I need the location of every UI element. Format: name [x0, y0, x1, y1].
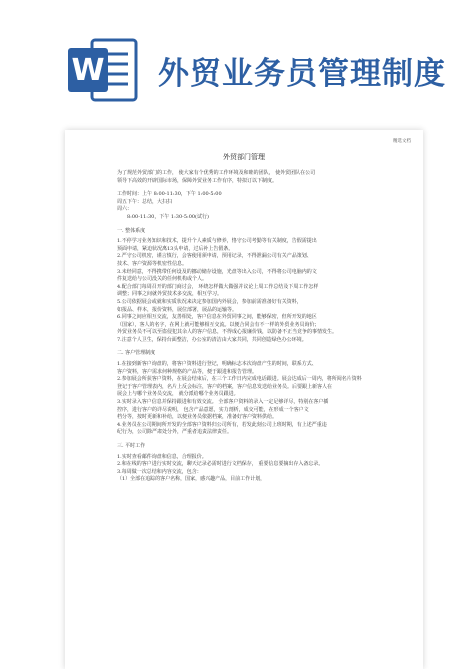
- document-title: 外贸部门管理: [223, 153, 265, 161]
- document-body: [117, 170, 393, 484]
- text-line: 4.业务员在公司期间所开发的全部客户资料归公司所有，若发此刻公司上班时期，有上述严重违: [117, 421, 327, 428]
- text-line: 4.配合部门每周召开的部门商讨会， 环绕怎样做大做强并议论上周工作总结及下周工作怎样: [117, 283, 319, 290]
- text-line: 控序，进行客户的详尽说明， 包含产品意愿，实力剖析，成交可能，在形成一个客户文: [117, 406, 309, 413]
- text-line: 为了规范外贸部门的工作， 使大家有个优秀的工作环境及和睦的团队， 使外贸团队在公司: [117, 170, 316, 176]
- text-line: （1）全部在追踪的客户名称，国家，感兴趣产品，目前工作计划，: [117, 476, 266, 483]
- text-line: 调整；同事之间就外贸技术多交流，相互学习。: [117, 291, 223, 298]
- word-document-icon: [66, 38, 140, 102]
- section-2-list: [117, 361, 393, 437]
- section-title: 一. 整体系度: [117, 227, 146, 234]
- svg-text:W: W: [71, 53, 105, 88]
- text-line: 2.参加展会所获客户资料，在展会结束后，在三个工作日内完成电话跟进。展会达成后一周内，将所阅名片资料: [117, 376, 362, 383]
- text-line: 领导下高效的开辟国际市场，保障外贸业务工作有序，特拟订以下制度。: [117, 177, 278, 184]
- text-line: 8:00-11:30，下午 1:30-5:00(试行): [127, 213, 209, 220]
- text-line: 3.实时录入客户信息并保持跟进和有效交流。 全部客户资料的录入一定足够详尽，特别在客户插: [117, 399, 329, 406]
- text-line: 3.未经同意，不得携带任何设及的挪动储存设施，光盘等出入公司，不得将公司电脑内的文: [117, 268, 317, 275]
- section-1-list: [117, 238, 393, 344]
- text-line: 客户资料，客户需求何种规格的产品等，便于跟进和报告管理。: [117, 368, 258, 375]
- text-line: 7.注意个人卫生，保持台面整洁，办公室的清洁由大家共同，共同创造绿色办公环境。: [117, 336, 307, 343]
- section-title: 二. 客户管理制度: [117, 350, 156, 357]
- text-line: 1.在接到新客户询盘的，将客户资料进行登记，明确标志本次询盘产生的时间，联系方式、: [117, 361, 317, 368]
- text-line: 登记于客户管理表内，名片上反会标注，客户的档案，客户信息发送给业务员。后要跟上新客人在: [117, 383, 333, 390]
- intro-paragraph: [117, 170, 393, 185]
- work-time-block: [117, 191, 393, 221]
- section-title: 三. 平时工作: [117, 443, 146, 449]
- text-line: 1.不停学习业务知识和技术，提升个人素质与修养，恪守公司考勤等有关制度，告假需提出: [117, 238, 317, 245]
- corner-label: 精选文档: [393, 139, 411, 144]
- banner-title: 外贸业务员管理制度: [158, 56, 446, 92]
- text-line: 3.每周做一次总结和内容交流，包含：: [117, 468, 202, 475]
- text-line: 2.和在线的客户进行实时交流，聊天记录必需时进行文档保存， 重要信息要摘出存入备忘录。: [117, 461, 324, 468]
- text-line: 1.实时查看邮件询盘和信息，合理报价。: [117, 453, 207, 460]
- section-3-list: [117, 454, 393, 484]
- text-line: 周五下午：总结，大扫扫: [117, 198, 173, 205]
- text-line: （国家），客人的名字，在网上就可能够相互交流。以便合同会有不一样的外贸业务员询价；: [117, 321, 320, 328]
- text-line: 预面申请，紧迫状况离13头申请，过后补上告假条。: [117, 245, 234, 252]
- text-line: 工作时间：上午 8:00-11:30，下午 1:00-5:00: [117, 191, 222, 198]
- text-line: 2.严守公司机密，谨言慎行，会客使用须申请，预用记录，不得泄漏公司有关产品策划、: [117, 253, 312, 260]
- text-line: 技术、客户资源等机密性信息。: [117, 260, 188, 267]
- text-line: 纪行为，公司除严肃处分外，严重者追责法律责任。: [117, 429, 233, 436]
- text-line: 6.同事之间应相互交流，友善相处，客户信息在外贸同事之间，能够保密，但所开发的地区: [117, 314, 317, 321]
- text-line: 如报品、样本，报价资料，展位部署，展品的运输等。: [117, 306, 238, 313]
- text-line: 件复送给与公司没关的任何机构或个人。: [117, 276, 208, 283]
- text-line: 5.公司依据展会或就和实质状况来决定参加国内外展会，参加前需准备好有关资料，: [117, 298, 302, 305]
- text-line: 档分等，按时更新和补给，以便业务员依据档案，准备好客户资料供给。: [117, 414, 278, 421]
- banner: [0, 0, 474, 112]
- text-line: 外贸业务员不可以至盗侵犯其余人的客户信息，不得成心报廉价钱，以防备不正当竞争的事情发生。: [117, 329, 338, 336]
- text-line: 周六：: [117, 206, 133, 213]
- text-line: 展会上与哪个业务员交流， 就分派给哪个业务员跟进。: [117, 391, 239, 398]
- document-page: [65, 130, 423, 669]
